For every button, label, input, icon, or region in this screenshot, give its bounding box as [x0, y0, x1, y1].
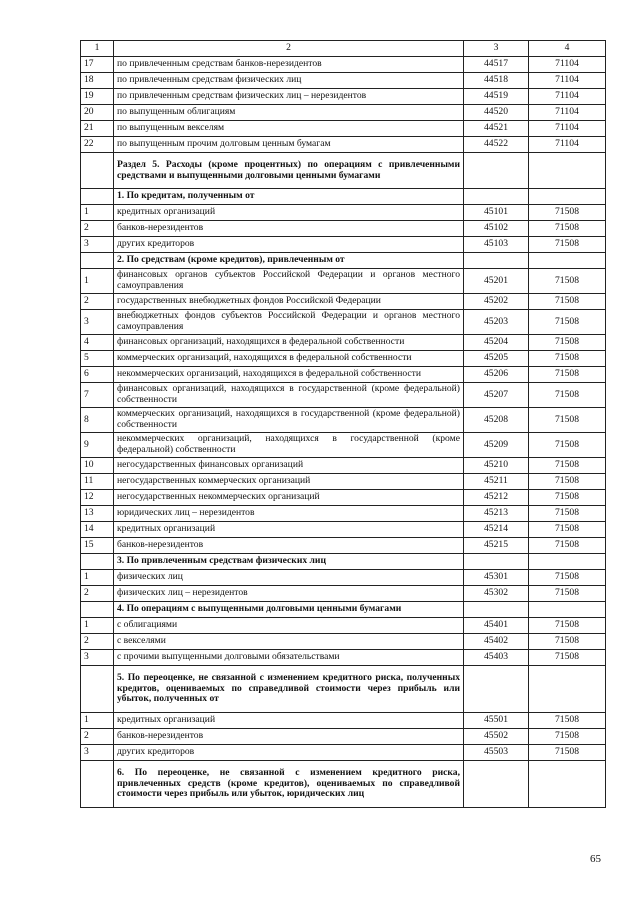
account-code-col3: 45402 [464, 634, 529, 650]
row-description: по привлеченным средствам банков-нерезидентов [114, 57, 464, 73]
table-row [81, 729, 606, 745]
account-code-col4 [529, 253, 606, 269]
row-description: с облигациями [114, 618, 464, 634]
row-number: 3 [81, 237, 114, 253]
account-code-col4: 71508 [529, 367, 606, 383]
account-code-col4: 71508 [529, 522, 606, 538]
account-code-col4: 71104 [529, 137, 606, 153]
table-row [81, 490, 606, 506]
header-row [81, 41, 606, 57]
account-code-col4: 71104 [529, 57, 606, 73]
account-code-col4: 71508 [529, 650, 606, 666]
account-code-col4 [529, 153, 606, 189]
row-description: банков-нерезидентов [114, 221, 464, 237]
header-cell: 3 [464, 41, 529, 57]
account-code-col3: 45212 [464, 490, 529, 506]
row-number: 13 [81, 506, 114, 522]
row-number [81, 153, 114, 189]
table-row [81, 137, 606, 153]
header-cell: 2 [114, 41, 464, 57]
table-row [81, 408, 606, 433]
account-code-col4 [529, 189, 606, 205]
account-code-col3: 44519 [464, 89, 529, 105]
account-code-col4: 71508 [529, 458, 606, 474]
account-code-col3: 45102 [464, 221, 529, 237]
account-code-col4: 71508 [529, 634, 606, 650]
section-heading: 5. По переоценке, не связанной с изменением кредитного риска, полученных кредитов, оцениваемых по справедливой стоимости через прибыль или убыток, полученных от [114, 666, 464, 713]
row-description: других кредиторов [114, 745, 464, 761]
row-number: 8 [81, 408, 114, 433]
row-number: 17 [81, 57, 114, 73]
account-code-col4: 71508 [529, 713, 606, 729]
table-row [81, 367, 606, 383]
account-code-col3: 45503 [464, 745, 529, 761]
account-code-col3: 44518 [464, 73, 529, 89]
table-row [81, 237, 606, 253]
account-code-col4: 71508 [529, 237, 606, 253]
row-number: 2 [81, 586, 114, 602]
row-number: 11 [81, 474, 114, 490]
account-code-col3: 45209 [464, 433, 529, 458]
account-code-col3 [464, 253, 529, 269]
table-row [81, 538, 606, 554]
row-number: 22 [81, 137, 114, 153]
account-code-col4 [529, 602, 606, 618]
account-code-col3 [464, 153, 529, 189]
account-code-col3: 45502 [464, 729, 529, 745]
table-row [81, 310, 606, 335]
account-code-col3: 45501 [464, 713, 529, 729]
table-row [81, 205, 606, 221]
table-row [81, 586, 606, 602]
section-heading: Раздел 5. Расходы (кроме процентных) по операциям с привлеченными средствами и выпущенными долговыми ценными бумагами [114, 153, 464, 189]
row-number: 1 [81, 713, 114, 729]
account-code-col4 [529, 554, 606, 570]
row-description: по выпущенным прочим долговым ценным бумагам [114, 137, 464, 153]
row-description: кредитных организаций [114, 205, 464, 221]
account-code-col3: 45201 [464, 269, 529, 294]
account-code-col3: 45101 [464, 205, 529, 221]
account-code-col3: 45401 [464, 618, 529, 634]
account-code-col4: 71104 [529, 73, 606, 89]
account-code-col4: 71508 [529, 538, 606, 554]
account-code-col4: 71508 [529, 383, 606, 408]
row-description: по выпущенным облигациям [114, 105, 464, 121]
table-row [81, 506, 606, 522]
account-code-col3: 45205 [464, 351, 529, 367]
row-description: кредитных организаций [114, 713, 464, 729]
account-code-col3: 45301 [464, 570, 529, 586]
account-code-col3: 45207 [464, 383, 529, 408]
table-row [81, 458, 606, 474]
row-description: некоммерческих организаций, находящихся в государственной (кроме федеральной) собственности [114, 433, 464, 458]
row-description: юридических лиц – нерезидентов [114, 506, 464, 522]
row-number [81, 761, 114, 808]
account-code-col3: 45213 [464, 506, 529, 522]
row-number: 21 [81, 121, 114, 137]
account-code-col4: 71508 [529, 310, 606, 335]
row-description: других кредиторов [114, 237, 464, 253]
account-code-col3: 45302 [464, 586, 529, 602]
account-code-col3: 44522 [464, 137, 529, 153]
table-row [81, 570, 606, 586]
row-description: коммерческих организаций, находящихся в государственной (кроме федеральной) собственности [114, 408, 464, 433]
header-cell: 1 [81, 41, 114, 57]
table-row [81, 602, 606, 618]
row-description: государственных внебюджетных фондов Российской Федерации [114, 294, 464, 310]
table-row [81, 383, 606, 408]
row-description: с векселями [114, 634, 464, 650]
account-code-col4: 71508 [529, 474, 606, 490]
account-code-col3: 45202 [464, 294, 529, 310]
row-number [81, 189, 114, 205]
section-heading: 6. По переоценке, не связанной с изменением кредитного риска, привлеченных средств (кроме кредитов), оцениваемых по справедливой стоимости через прибыль или убыток, юридических лиц [114, 761, 464, 808]
account-code-col4: 71508 [529, 335, 606, 351]
row-number: 7 [81, 383, 114, 408]
row-number: 3 [81, 310, 114, 335]
row-description: кредитных организаций [114, 522, 464, 538]
table-row [81, 554, 606, 570]
row-number: 12 [81, 490, 114, 506]
account-code-col4: 71104 [529, 105, 606, 121]
row-number: 2 [81, 634, 114, 650]
account-code-col3: 45210 [464, 458, 529, 474]
row-number [81, 666, 114, 713]
table-row [81, 634, 606, 650]
accounts-table [80, 40, 606, 808]
row-number: 2 [81, 221, 114, 237]
row-number: 10 [81, 458, 114, 474]
account-code-col3: 45103 [464, 237, 529, 253]
account-code-col3 [464, 602, 529, 618]
section-heading: 4. По операциям с выпущенными долговыми ценными бумагами [114, 602, 464, 618]
account-code-col3 [464, 189, 529, 205]
row-description: банков-нерезидентов [114, 729, 464, 745]
table-row [81, 433, 606, 458]
row-description: финансовых организаций, находящихся в государственной (кроме федеральной) собственности [114, 383, 464, 408]
account-code-col3: 45206 [464, 367, 529, 383]
table-row [81, 650, 606, 666]
account-code-col4: 71508 [529, 433, 606, 458]
row-number [81, 554, 114, 570]
account-code-col3: 45203 [464, 310, 529, 335]
table-row [81, 351, 606, 367]
table-row [81, 221, 606, 237]
row-description: негосударственных финансовых организаций [114, 458, 464, 474]
row-number: 1 [81, 205, 114, 221]
row-number: 1 [81, 570, 114, 586]
header-cell: 4 [529, 41, 606, 57]
account-code-col4: 71508 [529, 618, 606, 634]
account-code-col4: 71508 [529, 294, 606, 310]
row-number [81, 602, 114, 618]
account-code-col4: 71508 [529, 570, 606, 586]
row-description: финансовых организаций, находящихся в федеральной собственности [114, 335, 464, 351]
row-number: 15 [81, 538, 114, 554]
account-code-col3 [464, 761, 529, 808]
row-number: 18 [81, 73, 114, 89]
account-code-col3: 45204 [464, 335, 529, 351]
row-number: 14 [81, 522, 114, 538]
table-row [81, 121, 606, 137]
account-code-col4: 71104 [529, 121, 606, 137]
account-code-col3: 45214 [464, 522, 529, 538]
row-number: 20 [81, 105, 114, 121]
row-description: негосударственных некоммерческих организаций [114, 490, 464, 506]
table-row [81, 335, 606, 351]
table-row [81, 745, 606, 761]
row-number: 5 [81, 351, 114, 367]
account-code-col4: 71508 [529, 506, 606, 522]
row-description: банков-нерезидентов [114, 538, 464, 554]
row-description: коммерческих организаций, находящихся в федеральной собственности [114, 351, 464, 367]
row-number: 19 [81, 89, 114, 105]
account-code-col3: 45208 [464, 408, 529, 433]
account-code-col4 [529, 666, 606, 713]
account-code-col4: 71508 [529, 221, 606, 237]
table-row [81, 57, 606, 73]
row-number: 1 [81, 269, 114, 294]
account-code-col3 [464, 554, 529, 570]
account-code-col3: 44521 [464, 121, 529, 137]
page-number: 65 [590, 853, 601, 865]
table-row [81, 294, 606, 310]
row-description: с прочими выпущенными долговыми обязательствами [114, 650, 464, 666]
row-number [81, 253, 114, 269]
table-row [81, 153, 606, 189]
account-code-col3: 45211 [464, 474, 529, 490]
table-row [81, 474, 606, 490]
table-row [81, 105, 606, 121]
row-description: по привлеченным средствам физических лиц – нерезидентов [114, 89, 464, 105]
account-code-col4: 71508 [529, 745, 606, 761]
table-row [81, 761, 606, 808]
table-row [81, 666, 606, 713]
account-code-col4: 71104 [529, 89, 606, 105]
account-code-col4: 71508 [529, 408, 606, 433]
row-description: внебюджетных фондов субъектов Российской Федерации и органов местного самоуправления [114, 310, 464, 335]
table-row [81, 73, 606, 89]
account-code-col4: 71508 [529, 586, 606, 602]
account-code-col3: 44520 [464, 105, 529, 121]
account-code-col4: 71508 [529, 729, 606, 745]
row-number: 4 [81, 335, 114, 351]
table-row [81, 189, 606, 205]
account-code-col3: 44517 [464, 57, 529, 73]
section-heading: 2. По средствам (кроме кредитов), привлеченным от [114, 253, 464, 269]
row-number: 2 [81, 729, 114, 745]
account-code-col4: 71508 [529, 205, 606, 221]
table-body [81, 57, 606, 808]
table-row [81, 713, 606, 729]
account-code-col4: 71508 [529, 490, 606, 506]
row-description: по выпущенным векселям [114, 121, 464, 137]
account-code-col3: 45403 [464, 650, 529, 666]
row-number: 1 [81, 618, 114, 634]
account-code-col4: 71508 [529, 269, 606, 294]
row-description: финансовых органов субъектов Российской Федерации и органов местного самоуправления [114, 269, 464, 294]
account-code-col4 [529, 761, 606, 808]
row-description: негосударственных коммерческих организаций [114, 474, 464, 490]
row-description: по привлеченным средствам физических лиц [114, 73, 464, 89]
table-row [81, 618, 606, 634]
table-row [81, 269, 606, 294]
section-heading: 3. По привлеченным средствам физических лиц [114, 554, 464, 570]
table-row [81, 522, 606, 538]
table-row [81, 253, 606, 269]
row-description: некоммерческих организаций, находящихся в федеральной собственности [114, 367, 464, 383]
row-number: 3 [81, 650, 114, 666]
row-number: 3 [81, 745, 114, 761]
account-code-col4: 71508 [529, 351, 606, 367]
row-number: 9 [81, 433, 114, 458]
account-code-col3 [464, 666, 529, 713]
row-description: физических лиц [114, 570, 464, 586]
table-row [81, 89, 606, 105]
row-number: 6 [81, 367, 114, 383]
row-description: физических лиц – нерезидентов [114, 586, 464, 602]
row-number: 2 [81, 294, 114, 310]
section-heading: 1. По кредитам, полученным от [114, 189, 464, 205]
account-code-col3: 45215 [464, 538, 529, 554]
